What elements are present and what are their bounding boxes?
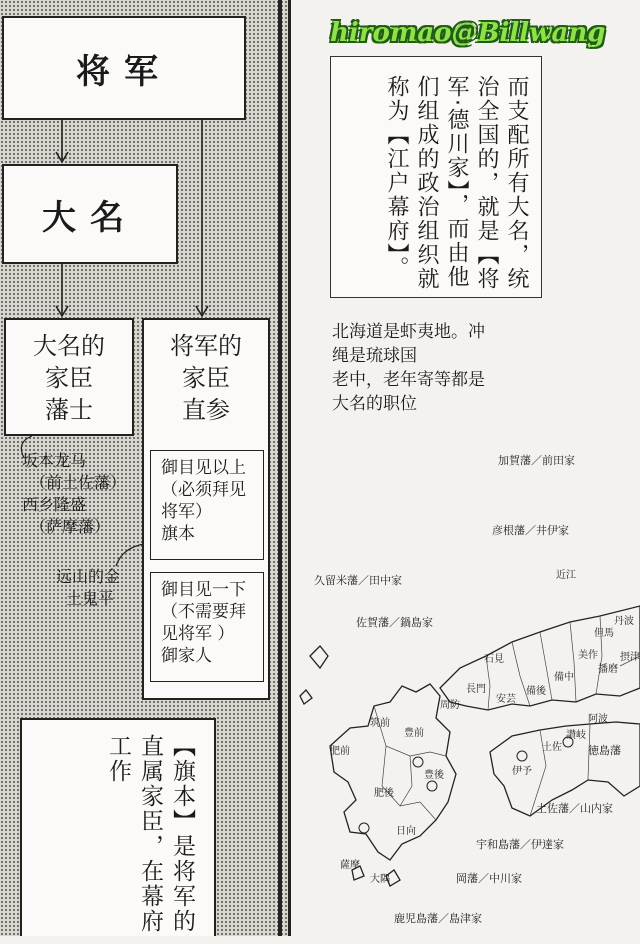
label-oka: 岡藩／中川家 bbox=[456, 872, 522, 885]
hatamoto-line1: 御目见以上 bbox=[161, 458, 246, 478]
label-tokushima: 徳島藩 bbox=[588, 744, 621, 757]
toyama-note bbox=[56, 566, 120, 610]
province-bingo: 備後 bbox=[526, 686, 546, 697]
example-line1: 坂本龙马 bbox=[22, 451, 87, 470]
hatamoto-line2: （必须拜见 bbox=[161, 480, 246, 500]
toyama-line1: 远山的金 bbox=[56, 567, 121, 586]
province-omi: 近江 bbox=[556, 570, 576, 581]
province-sanuki: 讃岐 bbox=[566, 730, 586, 741]
bakufu-box bbox=[330, 56, 542, 298]
daimyo-retainer-box bbox=[4, 318, 134, 436]
shogun-label: 将军 bbox=[76, 51, 172, 92]
province-tosa: 土佐 bbox=[542, 742, 562, 753]
label-kagoshima: 鹿児島藩／島津家 bbox=[394, 912, 482, 925]
daimyo-retainer-line2: 家臣 bbox=[45, 364, 93, 392]
gokenin-box bbox=[150, 572, 264, 682]
note-pointer-1 bbox=[10, 432, 40, 462]
province-tajima: 但馬 bbox=[594, 628, 614, 639]
hatamoto-note-box bbox=[20, 718, 216, 936]
hatamoto-line4: 旗本 bbox=[161, 524, 195, 544]
label-tosa: 土佐藩／山内家 bbox=[536, 802, 613, 815]
gokenin-line1: 御目见一下 bbox=[161, 580, 246, 600]
province-awa: 阿波 bbox=[588, 714, 608, 725]
province-satsuma: 薩摩 bbox=[340, 860, 360, 871]
province-suo: 周防 bbox=[440, 700, 460, 711]
gokenin-line3: 见将军 ） bbox=[161, 624, 235, 644]
province-tamba: 丹波 bbox=[614, 616, 634, 627]
province-aki: 安芸 bbox=[496, 694, 516, 705]
shogun-retainer-line3: 直参 bbox=[182, 396, 230, 424]
caption-line4: 大名的职位 bbox=[332, 394, 417, 414]
shogun-retainer-line1: 将军的 bbox=[170, 332, 242, 360]
province-harima: 播磨 bbox=[598, 664, 618, 675]
label-uwajima: 宇和島藩／伊達家 bbox=[476, 838, 564, 851]
province-nagato: 長門 bbox=[466, 684, 486, 695]
hatamoto-line3: 将军） bbox=[161, 502, 212, 522]
province-mimasaka: 美作 bbox=[578, 650, 598, 661]
caption-line3: 老中，老年寄等都是 bbox=[332, 370, 485, 390]
province-bitchu: 備中 bbox=[554, 672, 574, 683]
daimyo-label: 大名 bbox=[42, 197, 138, 238]
daimyo-retainer-line1: 大名的 bbox=[33, 332, 105, 360]
hatamoto-note-text: 【旗本】是将军的直属家臣，在幕府工作 bbox=[105, 734, 195, 934]
province-buzen: 豊前 bbox=[404, 728, 424, 739]
province-hyuga: 日向 bbox=[396, 826, 416, 837]
caption-line2: 绳是琉球国 bbox=[332, 346, 417, 366]
caption-line1: 北海道是虾夷地。冲 bbox=[332, 322, 485, 342]
example-line3: 西乡隆盛 bbox=[22, 495, 87, 514]
bakufu-text: 而支配所有大名，统治全国的，就是【将军·德川家】，而由他们组成的政治组织就称为【江户幕府】。 bbox=[384, 75, 529, 291]
province-chikuzen: 筑前 bbox=[370, 718, 390, 729]
province-higo: 肥後 bbox=[374, 788, 394, 799]
label-hikone: 彦根藩／井伊家 bbox=[492, 524, 569, 537]
samurai-examples-note bbox=[22, 450, 126, 538]
caption bbox=[332, 320, 485, 416]
hierarchy-arrows bbox=[0, 0, 290, 330]
gokenin-line2: （不需要拜 bbox=[161, 602, 246, 622]
watermark: hiromao@Billwang bbox=[330, 18, 606, 48]
label-kaga: 加賀藩／前田家 bbox=[498, 454, 575, 467]
province-bungo: 豊後 bbox=[424, 770, 444, 781]
toyama-line2: 土鬼平 bbox=[66, 589, 115, 608]
province-osumi: 大隅 bbox=[370, 874, 390, 885]
province-hizen: 肥前 bbox=[330, 746, 350, 757]
example-line2: （前土佐藩） bbox=[30, 473, 127, 492]
province-iwami: 石見 bbox=[484, 654, 504, 665]
daimyo-retainer-line3: 藩士 bbox=[45, 396, 93, 424]
hatamoto-box bbox=[150, 450, 264, 560]
example-line4: （萨摩藩） bbox=[30, 517, 111, 536]
label-saga: 佐賀藩／鍋島家 bbox=[356, 616, 433, 629]
province-iyo: 伊予 bbox=[512, 766, 532, 777]
gokenin-line4: 御家人 bbox=[161, 646, 212, 666]
province-settsu: 摂津 bbox=[620, 652, 640, 663]
shogun-retainer-line2: 家臣 bbox=[182, 364, 230, 392]
label-kurume: 久留米藩／田中家 bbox=[314, 574, 402, 587]
note-pointer-2 bbox=[108, 540, 148, 570]
